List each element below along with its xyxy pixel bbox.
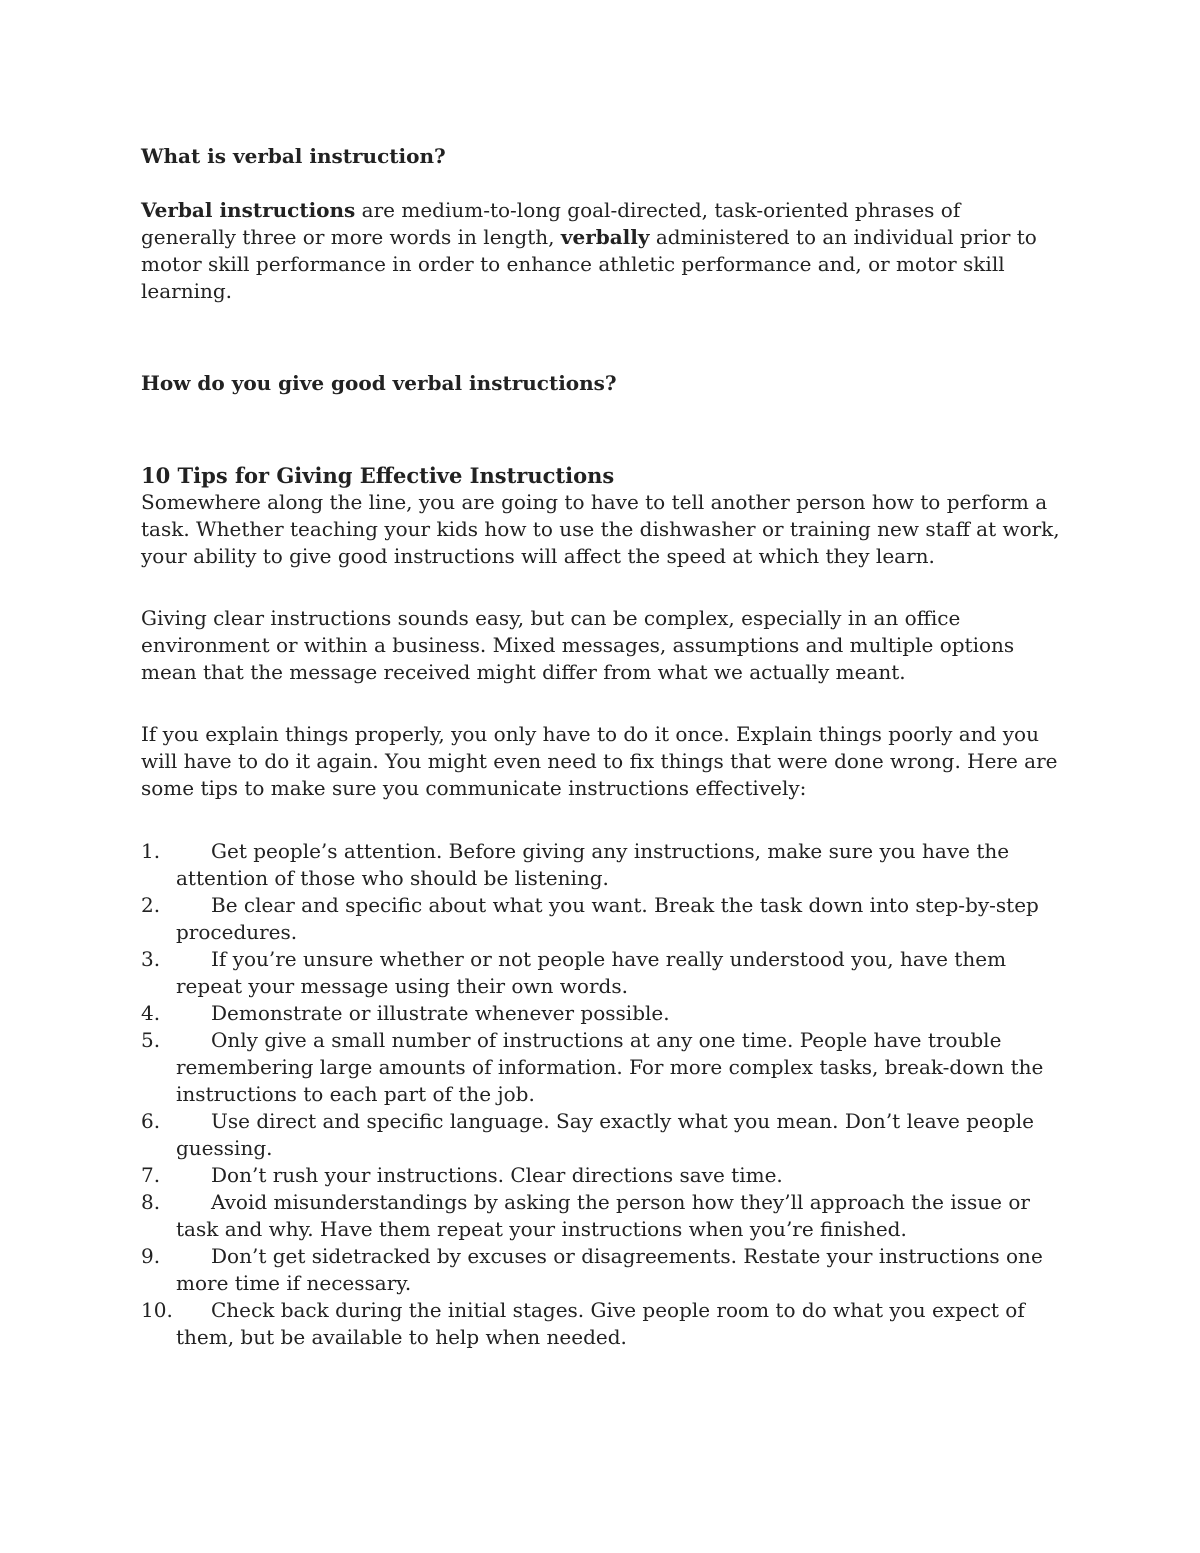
list-item	[141, 1162, 1061, 1189]
tip-text: Only give a small number of instructions at any one time. People have trouble remembering large amounts of information. For more complex tasks, break-down the instructions to each part of the job.	[176, 1028, 1044, 1106]
tip-number: 7.	[141, 1163, 161, 1187]
list-item	[141, 838, 1061, 892]
heading-ten-tips: 10 Tips for Giving Effective Instructions	[141, 463, 615, 488]
tip-number: 5.	[141, 1028, 161, 1052]
list-item	[141, 1189, 1061, 1243]
tip-text: Be clear and specific about what you want. Break the task down into step-by-step procedures.	[176, 893, 1039, 944]
definition-text-b: administered to an individual prior to motor skill performance in order to enhance athletic performance and, or motor skill learning.	[141, 225, 1037, 303]
intro-paragraph-3: If you explain things properly, you only have to do it once. Explain things poorly and you will have to do it again. You might even need to fix things that were done wrong. Here are some tips to make sure you communicate instructions effectively:	[141, 722, 1058, 800]
list-item	[141, 1108, 1061, 1162]
tip-text: Demonstrate or illustrate whenever possible.	[211, 1001, 670, 1025]
heading-how-to-give-instructions: How do you give good verbal instructions?	[141, 371, 617, 395]
tip-number: 4.	[141, 1001, 161, 1025]
list-item	[141, 1297, 1061, 1351]
list-item	[141, 892, 1061, 946]
intro-paragraph-1: Somewhere along the line, you are going to have to tell another person how to perform a task. Whether teaching your kids how to use the dishwasher or training new staff at work, your ability to give good instructions will affect the speed at which they learn.	[141, 490, 1060, 568]
tip-text: Use direct and specific language. Say exactly what you mean. Don’t leave people guessing.	[176, 1109, 1034, 1160]
tip-text: Don’t rush your instructions. Clear directions save time.	[211, 1163, 783, 1187]
tip-text: Don’t get sidetracked by excuses or disagreements. Restate your instructions one more time if necessary.	[176, 1244, 1043, 1295]
list-item	[141, 1027, 1061, 1108]
tip-text: Get people’s attention. Before giving any instructions, make sure you have the attention of those who should be listening.	[176, 839, 1010, 890]
list-item	[141, 1243, 1061, 1297]
heading-what-is-verbal-instruction: What is verbal instruction?	[141, 144, 446, 168]
tip-number: 6.	[141, 1109, 161, 1133]
intro-paragraph-2: Giving clear instructions sounds easy, but can be complex, especially in an office environment or within a business. Mixed messages, assumptions and multiple options mean that the message received might differ from what we actually meant.	[141, 606, 1015, 684]
tip-number: 2.	[141, 893, 161, 917]
tip-number: 9.	[141, 1244, 161, 1268]
tip-number: 8.	[141, 1190, 161, 1214]
tip-number: 3.	[141, 947, 161, 971]
tips-list	[141, 838, 1061, 1351]
tip-text: Check back during the initial stages. Give people room to do what you expect of them, but be available to help when needed.	[176, 1298, 1025, 1349]
definition-term: Verbal instructions	[141, 198, 356, 222]
list-item	[141, 1000, 1061, 1027]
tip-text: Avoid misunderstandings by asking the person how they’ll approach the issue or task and why. Have them repeat your instructions when you’re finished.	[176, 1190, 1030, 1241]
tip-text: If you’re unsure whether or not people have really understood you, have them repeat your message using their own words.	[176, 947, 1007, 998]
definition-paragraph	[141, 197, 1061, 305]
list-item	[141, 946, 1061, 1000]
definition-text-a: are medium-to-long goal-directed, task-oriented phrases of generally three or more words in length,	[141, 198, 961, 249]
document-body	[141, 143, 1061, 1351]
tip-number: 10.	[141, 1298, 173, 1322]
tip-number: 1.	[141, 839, 161, 863]
definition-emphasis: verbally	[560, 225, 650, 249]
